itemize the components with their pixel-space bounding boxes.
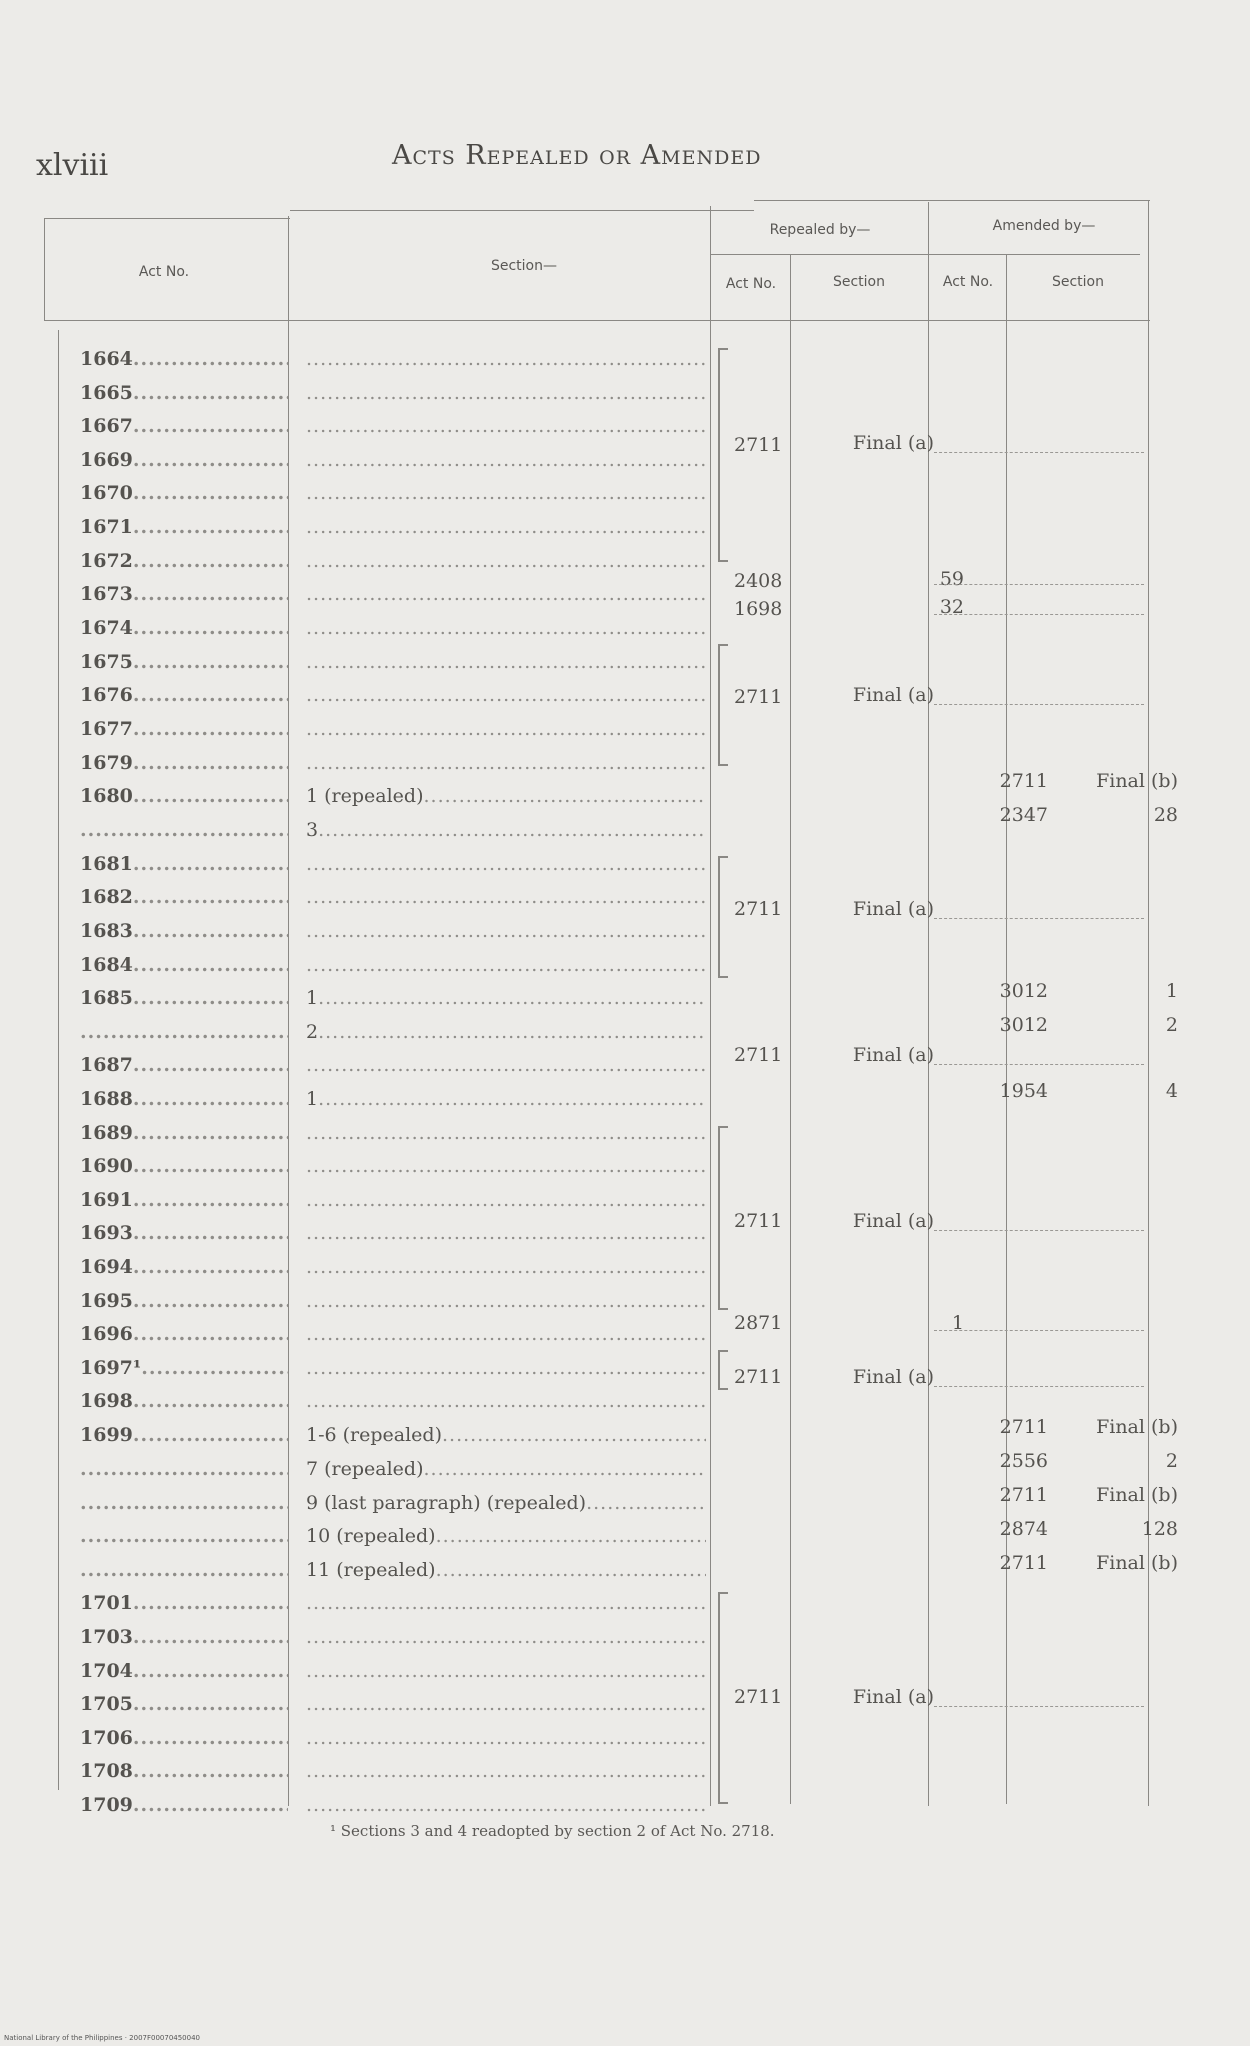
col-section: Section—	[490, 258, 557, 274]
section-cell	[306, 1727, 706, 1749]
amended-act: 2711	[999, 1552, 1048, 1574]
col-act-no: Act No.	[138, 264, 190, 280]
section-cell	[306, 1290, 706, 1312]
act-number: 1693 .....	[80, 1222, 288, 1244]
act-number: 1682 .....	[80, 886, 288, 908]
act-number: 1685 .....	[80, 987, 288, 1009]
table-body	[44, 200, 1178, 1816]
repealed-section: 1	[951, 1312, 964, 1334]
empty-leader	[934, 614, 1144, 615]
act-number: 1671 .....	[80, 516, 288, 538]
section-cell: 10 (repealed) .....	[306, 1525, 706, 1547]
section-cell: 9 (last paragraph) (repealed) .....	[306, 1492, 706, 1514]
section-cell: 1 .....	[306, 987, 706, 1009]
repealed-section: Final (a)	[852, 1686, 934, 1708]
col-amended-act-no: Act No.	[942, 274, 994, 290]
section-cell	[306, 617, 706, 639]
section-cell	[306, 382, 706, 404]
col-amended-by: Amended by—	[992, 218, 1096, 234]
amended-section: Final (b)	[1096, 770, 1178, 792]
section-cell	[306, 954, 706, 976]
act-number	[80, 1559, 288, 1581]
amended-act: 2711	[999, 770, 1048, 792]
act-number: 1705 .....	[80, 1693, 288, 1715]
act-number	[80, 1021, 288, 1043]
amended-act: 1954	[999, 1080, 1048, 1102]
amended-act: 3012	[999, 1014, 1048, 1036]
section-cell	[306, 1794, 706, 1816]
act-number: 1665 .....	[80, 382, 288, 404]
act-number: 1695 .....	[80, 1290, 288, 1312]
footnote: ¹ Sections 3 and 4 readopted by section 2 of Act No. 2718.	[330, 1822, 775, 1840]
repealed-section: Final (a)	[852, 1366, 934, 1388]
empty-leader	[934, 1230, 1144, 1231]
section-cell: 3 .....	[306, 819, 706, 841]
act-number: 1684 .....	[80, 954, 288, 976]
act-number: 1664 .....	[80, 348, 288, 370]
group-brace	[718, 1126, 728, 1310]
group-brace	[718, 1592, 728, 1804]
repealed-act: 2871	[734, 1312, 783, 1334]
section-cell: 11 (repealed) .....	[306, 1559, 706, 1581]
act-number: 1709 .....	[80, 1794, 288, 1816]
page-number: xlviii	[36, 148, 109, 183]
section-cell: 1 (repealed) .....	[306, 785, 706, 807]
section-cell	[306, 1189, 706, 1211]
amended-section: 2	[1165, 1450, 1178, 1472]
section-cell	[306, 482, 706, 504]
act-number	[80, 1458, 288, 1480]
section-cell	[306, 1054, 706, 1076]
section-cell	[306, 853, 706, 875]
col-repealed-act-no: Act No.	[725, 276, 777, 292]
amended-act: 2711	[999, 1484, 1048, 1506]
act-number: 1687 .....	[80, 1054, 288, 1076]
act-number: 1677 .....	[80, 718, 288, 740]
repealed-act: 2711	[734, 1686, 783, 1708]
repealed-act: 2711	[734, 1210, 783, 1232]
section-cell: 1 .....	[306, 1088, 706, 1110]
empty-leader	[934, 704, 1144, 705]
act-number: 1679 .....	[80, 752, 288, 774]
section-cell	[306, 1323, 706, 1345]
repealed-section: Final (a)	[852, 898, 934, 920]
section-cell	[306, 886, 706, 908]
act-number: 1681 .....	[80, 853, 288, 875]
act-number: 1670 .....	[80, 482, 288, 504]
group-brace	[718, 644, 728, 766]
section-cell	[306, 1660, 706, 1682]
repealed-section: 59	[939, 568, 964, 590]
section-cell: 1-6 (repealed) .....	[306, 1424, 706, 1446]
col-repealed-section: Section	[832, 274, 885, 290]
repealed-act: 2711	[734, 898, 783, 920]
section-cell	[306, 1222, 706, 1244]
section-cell	[306, 920, 706, 942]
act-number	[80, 1525, 288, 1547]
act-number: 1683 .....	[80, 920, 288, 942]
group-brace	[718, 856, 728, 978]
act-number: 1698 .....	[80, 1390, 288, 1412]
repealed-act: 2408	[734, 570, 783, 592]
act-number: 1676 .....	[80, 684, 288, 706]
act-number: 1669 .....	[80, 449, 288, 471]
empty-leader	[934, 1330, 1144, 1331]
repealed-act: 2711	[734, 1366, 783, 1388]
section-cell: 2 .....	[306, 1021, 706, 1043]
act-number	[80, 819, 288, 841]
amended-section: 1	[1165, 980, 1178, 1002]
section-cell	[306, 348, 706, 370]
act-number: 1696 .....	[80, 1323, 288, 1345]
act-number: 1674 .....	[80, 617, 288, 639]
section-cell	[306, 415, 706, 437]
page-title: Acts Repealed or Amended	[392, 140, 762, 171]
act-number: 1699 .....	[80, 1424, 288, 1446]
col-repealed-by: Repealed by—	[769, 222, 871, 238]
amended-act: 2874	[999, 1518, 1048, 1540]
repealed-act: 2711	[734, 1044, 783, 1066]
group-brace	[718, 1350, 728, 1390]
amended-act: 2347	[999, 804, 1048, 826]
empty-leader	[934, 452, 1144, 453]
amended-section: 2	[1165, 1014, 1178, 1036]
act-number: 1672 .....	[80, 550, 288, 572]
section-cell	[306, 1155, 706, 1177]
imprint: National Library of the Philippines · 2007F00070450040	[4, 2034, 200, 2042]
section-cell	[306, 1256, 706, 1278]
act-number: 1701 .....	[80, 1592, 288, 1614]
act-number: 1703 .....	[80, 1626, 288, 1648]
repealed-act: 2711	[734, 434, 783, 456]
section-cell	[306, 516, 706, 538]
act-number: 1697¹ .....	[80, 1357, 288, 1379]
amended-section: 28	[1153, 804, 1178, 826]
amended-act: 3012	[999, 980, 1048, 1002]
group-brace	[718, 348, 728, 562]
repealed-act: 2711	[734, 686, 783, 708]
section-cell	[306, 1592, 706, 1614]
section-cell	[306, 583, 706, 605]
section-cell	[306, 1122, 706, 1144]
act-number: 1667 .....	[80, 415, 288, 437]
section-cell	[306, 449, 706, 471]
act-number: 1694 .....	[80, 1256, 288, 1278]
amended-act: 2556	[999, 1450, 1048, 1472]
empty-leader	[934, 584, 1144, 585]
empty-leader	[934, 1706, 1144, 1707]
repealed-act: 1698	[734, 598, 783, 620]
section-cell	[306, 1760, 706, 1782]
amended-section: Final (b)	[1096, 1552, 1178, 1574]
act-number: 1706 .....	[80, 1727, 288, 1749]
act-number: 1690 .....	[80, 1155, 288, 1177]
section-cell	[306, 684, 706, 706]
amended-act: 2711	[999, 1416, 1048, 1438]
empty-leader	[934, 1386, 1144, 1387]
section-cell	[306, 718, 706, 740]
col-amended-section: Section	[1051, 274, 1104, 290]
act-number: 1689 .....	[80, 1122, 288, 1144]
repealed-section: Final (a)	[852, 684, 934, 706]
amended-section: 4	[1165, 1080, 1178, 1102]
repealed-section: 32	[939, 596, 964, 618]
act-number: 1691 .....	[80, 1189, 288, 1211]
amended-section: Final (b)	[1096, 1484, 1178, 1506]
amended-section: Final (b)	[1096, 1416, 1178, 1438]
act-number: 1675 .....	[80, 651, 288, 673]
act-number: 1708 .....	[80, 1760, 288, 1782]
section-cell	[306, 550, 706, 572]
section-cell	[306, 1390, 706, 1412]
repealed-section: Final (a)	[852, 1210, 934, 1232]
section-cell	[306, 1626, 706, 1648]
act-number	[80, 1492, 288, 1514]
empty-leader	[934, 918, 1144, 919]
section-cell	[306, 651, 706, 673]
act-number: 1688 .....	[80, 1088, 288, 1110]
section-cell	[306, 1693, 706, 1715]
act-number: 1673 .....	[80, 583, 288, 605]
act-number: 1680 .....	[80, 785, 288, 807]
section-cell	[306, 752, 706, 774]
amended-section: 128	[1141, 1518, 1178, 1540]
empty-leader	[934, 1064, 1144, 1065]
repealed-section: Final (a)	[852, 432, 934, 454]
section-cell	[306, 1357, 706, 1379]
act-number: 1704 .....	[80, 1660, 288, 1682]
section-cell: 7 (repealed) .....	[306, 1458, 706, 1480]
repealed-section: Final (a)	[852, 1044, 934, 1066]
